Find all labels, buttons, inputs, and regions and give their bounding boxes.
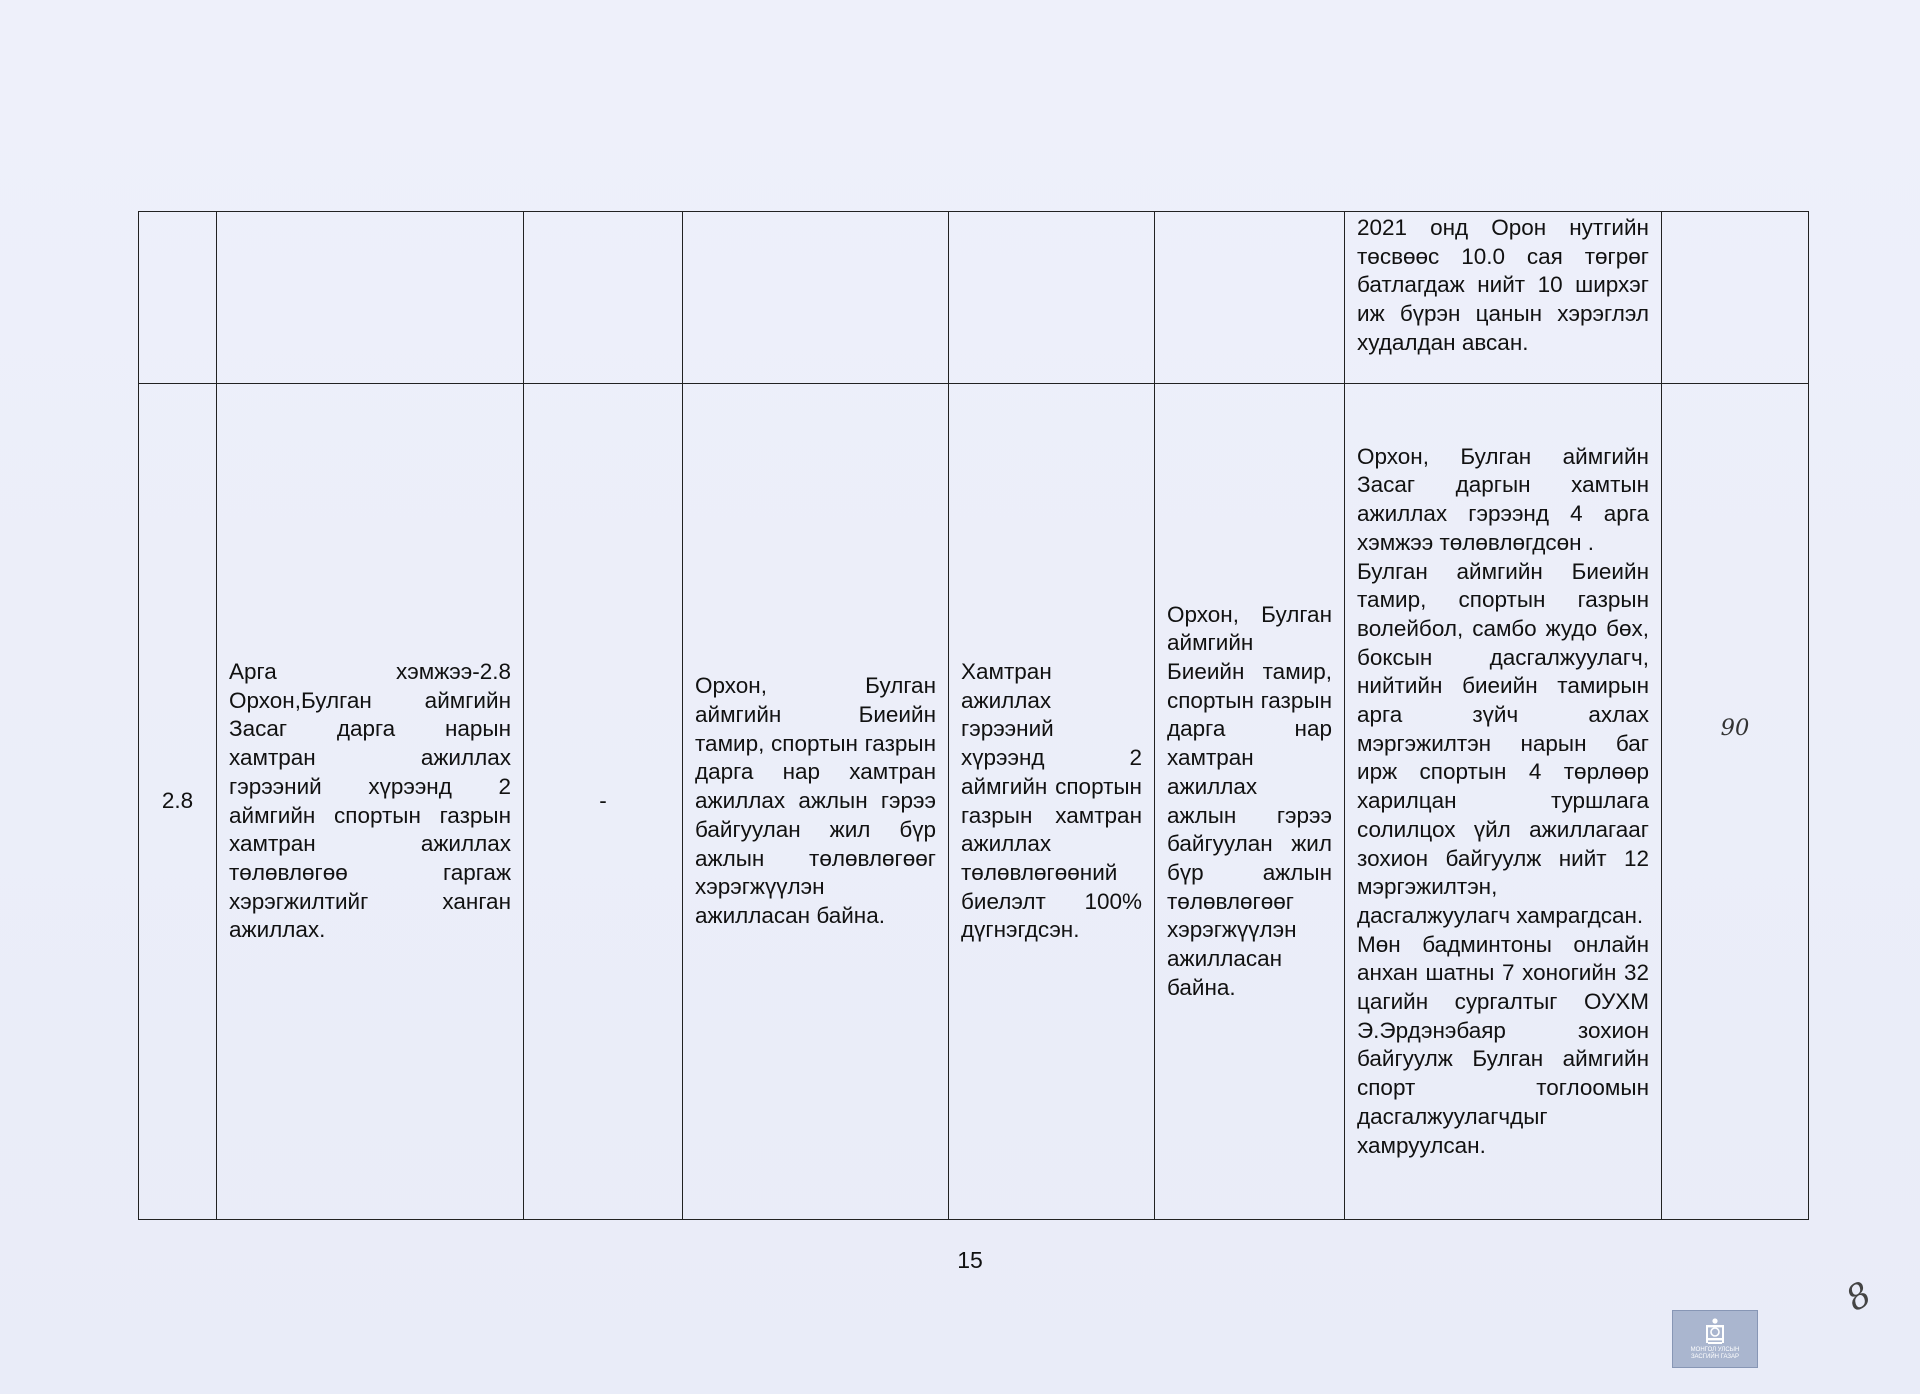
table-row <box>139 384 1809 1220</box>
measure-text: Арга хэмжээ-2.8 Орхон,Булган аймгийн Засаг дарга нарын хамтран ажиллах гэрээний хүрээнд 2 аймгийн спортын газрын хамтран ажиллах төлөвлөгөө гаргаж хэрэгжилтийг ханган ажиллах. <box>229 658 511 943</box>
cell-number <box>139 384 217 1220</box>
result-paragraph: Орхон, Булган аймгийн Засаг даргын хамтын ажиллах гэрээнд 4 арга хэмжээ төлөвлөгдсөн . <box>1357 443 1649 555</box>
result-text: 2021 онд Орон нутгийн төсвөөс 10.0 сая төгрөг батлагдаж нийт 10 ширхэг иж бүрэн цанын хэрэглэл худалдан авсан. <box>1357 215 1649 355</box>
col4-text: Орхон, Булган аймгийн Биеийн тамир, спортын газрын дарга нар хамтран ажиллах ажлын гэрээ байгуулан жил бүр ажлын төлөвлөгөөг хэрэгжүүлэн ажилласан байна. <box>695 673 936 928</box>
result-paragraph: Мөн бадминтоны онлайн анхан шатны 7 хоногийн 32 цагийн сургалтыг ОУХМ Э.Эрдэнэбаяр зохион байгуулж Булган аймгийн спорт тоглоомын дасгалжуулагчдыг хамруулсан. <box>1357 931 1649 1158</box>
cell-col4 <box>683 212 949 384</box>
handwritten-mark: 8 <box>1839 1274 1879 1320</box>
cell-col4 <box>683 384 949 1220</box>
report-table <box>138 211 1809 1220</box>
cell-result <box>1345 212 1662 384</box>
cell-col6 <box>1155 212 1345 384</box>
table-row <box>139 212 1809 384</box>
stamp-text-1: МОНГОЛ УЛСЫН <box>1690 1347 1740 1353</box>
cell-col3 <box>524 212 683 384</box>
score-handwritten: 90 <box>1720 715 1750 741</box>
government-stamp <box>1672 1310 1758 1368</box>
cell-col5 <box>949 384 1155 1220</box>
cell-measure <box>217 212 524 384</box>
page-number: 15 <box>957 1247 983 1273</box>
cell-col3 <box>524 384 683 1220</box>
dash-text: - <box>599 788 607 814</box>
row-number: 2.8 <box>161 788 194 814</box>
cell-score <box>1662 212 1809 384</box>
cell-col5 <box>949 212 1155 384</box>
cell-number <box>139 212 217 384</box>
soyombo-icon <box>1704 1317 1726 1347</box>
result-paragraph: Булган аймгийн Биеийн тамир, спортын газрын волейбол, самбо жудо бөх, боксын дасгалжуулагч, нийтийн биеийн тамирын арга зүйч ахлах мэргэжилтэн нарын баг ирж спортын 4 төрлөөр харилцан туршлага солилцох үйл ажиллагааг зохион байгуулж нийт 12 мэргэжилтэн, дасгалжуулагч хамрагдсан. <box>1357 558 1649 928</box>
stamp-text-2: ЗАСГИЙН ГАЗАР <box>1690 1354 1740 1360</box>
col5-text: Хамтран ажиллах гэрээний хүрээнд 2 аймгийн спортын газрын хамтран ажиллах төлөвлөгөөний биелэлт 100% дүгнэгдсэн. <box>961 658 1142 943</box>
cell-result <box>1345 384 1662 1220</box>
cell-score <box>1662 384 1809 1220</box>
cell-measure <box>217 384 524 1220</box>
cell-col6 <box>1155 384 1345 1220</box>
col6-text: Орхон, Булган аймгийн Биеийн тамир, спортын газрын дарга нар хамтран ажиллах ажлын гэрээ байгуулан жил бүр ажлын төлөвлөгөөг хэрэгжүүлэн ажилласан байна. <box>1167 601 1332 1000</box>
